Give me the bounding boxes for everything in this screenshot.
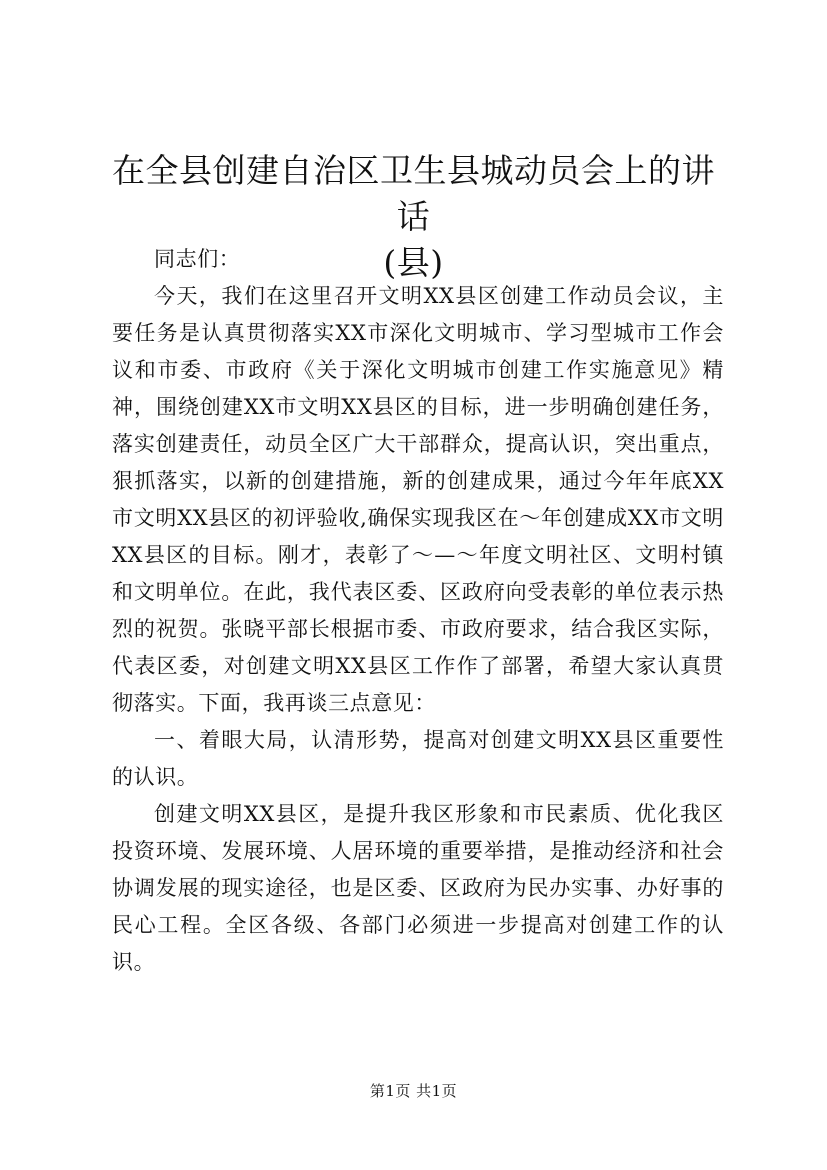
title-line-1: 在全县创建自治区卫生县城动员会上的讲话 bbox=[112, 151, 715, 236]
paragraph-salutation: 同志们： bbox=[154, 247, 241, 271]
document-body bbox=[112, 241, 724, 981]
paragraph-opening: 今天，我们在这里召开文明XX县区创建工作动员会议，主要任务是认真贯彻落实XX市深化文明城市、学习型城市工作会议和市委、市政府《关于深化文明城市创建工作实施意见》精神，围绕创建XX市文明XX县区的目标，进一步明确创建任务，落实创建责任，动员全区广大干部群众，提高认识，突出重点，狠抓落实，以新的创建措施，新的创建成果，通过今年年底XX市文明XX县区的初评验收,确保实现我区在～年创建成XX市文明XX县区的目标。刚才，表彰了～—～年度文明社区、文明村镇和文明单位。在此，我代表区委、区政府向受表彰的单位表示热烈的祝贺。张晓平部长根据市委、市政府要求，结合我区实际，代表区委，对创建文明XX县区工作作了部署，希望大家认真贯彻落实。下面，我再谈三点意见： bbox=[112, 284, 724, 715]
paragraph-section-heading: 一、着眼大局，认清形势，提高对创建文明XX县区重要性的认识。 bbox=[112, 728, 724, 789]
page-footer: 第1页 共1页 bbox=[369, 1082, 458, 1100]
title-line-2: (县) bbox=[383, 243, 444, 282]
paragraph-section-body: 创建文明XX县区，是提升我区形象和市民素质、优化我区投资环境、发展环境、人居环境的重要举措，是推动经济和社会协调发展的现实途径，也是区委、区政府为民办实事、办好事的民心工程。全区各级、各部门必须进一步提高对创建工作的认识。 bbox=[112, 802, 724, 974]
